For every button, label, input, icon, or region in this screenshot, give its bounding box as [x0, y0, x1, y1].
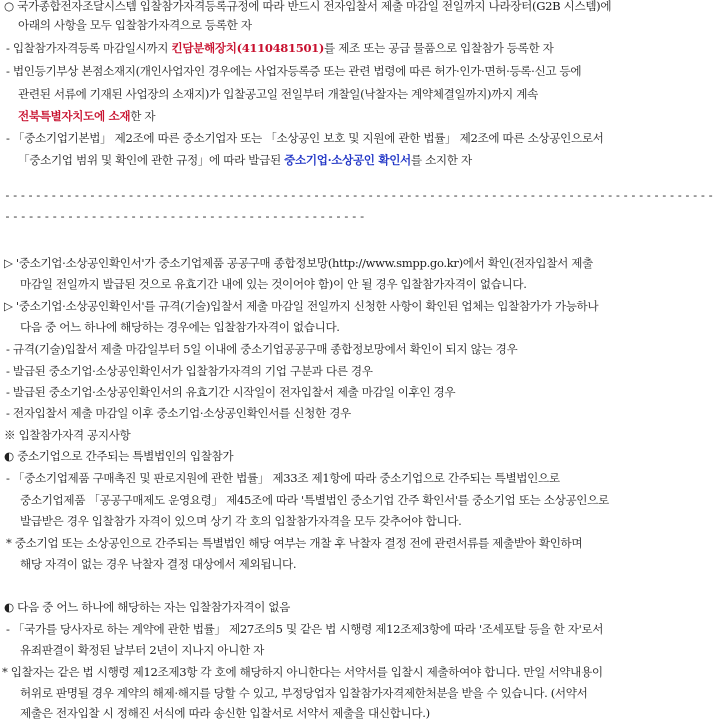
ineligible-line-1: - 「국가를 당사자로 하는 계약에 관한 법률」 제27조의5 및 같은 법 시행령 제12조제3항에 따라 '조세포탈 등을 한 자'로서 — [6, 622, 604, 636]
special-corporation-line-3: 발급받은 경우 입찰참가 자격이 있으며 상기 각 호의 입찰참가자격을 모두 갖추어야 합니다. — [20, 514, 462, 528]
location-requirement-line-2: 관련된 서류에 기재된 사업장의 소재지)가 입찰공고일 전일부터 개찰일(낙찰자는 계약체결일까지)까지 계속 — [18, 87, 538, 101]
disqualification-case-4: - 전자입찰서 제출 마감일 이후 중소기업·소상공인확인서를 신청한 경우 — [6, 406, 351, 420]
sme-requirement-prefix: 「중소기업 범위 및 확인에 관한 규정」에 따라 발급된 — [18, 153, 285, 167]
special-corporation-note-2: 해당 자격이 없는 경우 낙찰자 결정 대상에서 제외됩니다. — [20, 557, 297, 571]
disqualification-case-2: - 발급된 중소기업·소상공인확인서가 입찰참가자격의 기업 구분과 다른 경우 — [6, 364, 373, 378]
certificate-application-line-2: 다음 중 어느 하나에 해당하는 경우에는 입찰참가자격이 없습니다. — [20, 320, 340, 334]
sme-certificate-highlight: 중소기업·소상공인 확인서 — [284, 153, 411, 167]
special-corporation-heading: ◐ 중소기업으로 간주되는 특별법인의 입찰참가 — [4, 449, 234, 463]
item-registration-line — [6, 40, 554, 56]
disqualification-case-1: - 규격(기술)입찰서 제출 마감일부터 5일 이내에 중소기업공공구매 종합정보망에서 확인이 되지 않는 경우 — [6, 342, 518, 356]
ineligible-line-2: 유죄판결이 확정된 날부터 2년이 지나지 아니한 자 — [20, 643, 265, 657]
pledge-note-line-3: 제출은 전자입찰 시 정해진 서식에 따라 송신한 입찰서로 서약서 제출을 대신합니다.) — [20, 706, 430, 720]
region-suffix: 한 자 — [130, 109, 156, 123]
qualification-notice-heading: ※ 입찰참가자격 공지사항 — [4, 428, 131, 442]
sme-requirement-suffix: 를 소지한 자 — [410, 153, 472, 167]
certificate-check-line-2: 마감일 전일까지 발급된 것으로 유효기간 내에 있는 것이어야 함)이 안 될 경우 입찰참가자격이 없습니다. — [20, 277, 527, 291]
qualification-intro-line-2: 아래의 사항을 모두 입찰참가자격으로 등록한 자 — [18, 18, 252, 32]
special-corporation-line-2: 중소기업제품 「공공구매제도 운영요령」 제45조에 따라 '특별법인 중소기업 간주 확인서'를 중소기업 또는 소상공인으로 — [20, 493, 609, 507]
disqualification-case-3: - 발급된 중소기업·소상공인확인서의 유효기간 시작일이 전자입찰서 제출 마감일 이후인 경우 — [6, 385, 456, 399]
location-requirement-line-1: - 법인등기부상 본점소재지(개인사업자인 경우에는 사업자등록증 또는 관련 법령에 따른 허가·인가·면허·등록·신고 등에 — [6, 64, 582, 78]
product-code-highlight: 킨담분해장치(4110481501) — [171, 41, 325, 55]
certificate-check-line-1: ▷ '중소기업·소상공인확인서'가 중소기업제품 공공구매 종합정보망(http://www.smpp.go.kr)에서 확인(전자입찰서 제출 — [4, 256, 593, 270]
location-requirement-line-3 — [18, 108, 155, 124]
sme-requirement-line-2 — [18, 152, 472, 168]
pledge-note-line-2: 허위로 판명될 경우 계약의 해제·해지를 당할 수 있고, 부정당업자 입찰참가자격제한처분을 받을 수 있습니다. (서약서 — [20, 686, 588, 700]
qualification-intro-line-1: ○ 국가종합전자조달시스템 입찰참가자격등록규정에 따라 반드시 전자입찰서 제출 마감일 전일까지 나라장터(G2B 시스템)에 — [4, 0, 612, 13]
region-highlight: 전북특별자치도에 소재 — [18, 109, 131, 123]
item-registration-suffix: 를 제조 또는 공급 물품으로 입찰참가 등록한 자 — [324, 41, 554, 55]
dashed-divider-line-1: -------------------------------------------------------------------------------------------- — [4, 188, 715, 202]
special-corporation-line-1: - 「중소기업제품 구매촉진 및 판로지원에 관한 법률」 제33조 제1항에 따라 중소기업으로 간주되는 특별법인으로 — [6, 471, 560, 485]
ineligible-heading: ◐ 다음 중 어느 하나에 해당하는 자는 입찰참가자격이 없음 — [4, 600, 290, 614]
dashed-divider-line-2: ---------------------------------------------- — [4, 209, 367, 223]
item-registration-prefix: - 입찰참가자격등록 마감일시까지 — [6, 41, 172, 55]
special-corporation-note-1: * 중소기업 또는 소상공인으로 간주되는 특별법인 해당 여부는 개찰 후 낙찰자 결정 전에 관련서류를 제출받아 확인하며 — [6, 536, 583, 550]
certificate-application-line-1: ▷ '중소기업·소상공인확인서'를 규격(기술)입찰서 제출 마감일 전일까지 신청한 사항이 확인된 업체는 입찰참가가 가능하나 — [4, 299, 599, 313]
sme-requirement-line-1: - 「중소기업기본법」 제2조에 따른 중소기업자 또는 「소상공인 보호 및 지원에 관한 법률」 제2조에 따른 소상공인으로서 — [6, 131, 604, 145]
pledge-note-line-1: * 입찰자는 같은 법 시행령 제12조제3항 각 호에 해당하지 아니한다는 서약서를 입찰시 제출하여야 합니다. 만일 서약내용이 — [2, 665, 603, 679]
